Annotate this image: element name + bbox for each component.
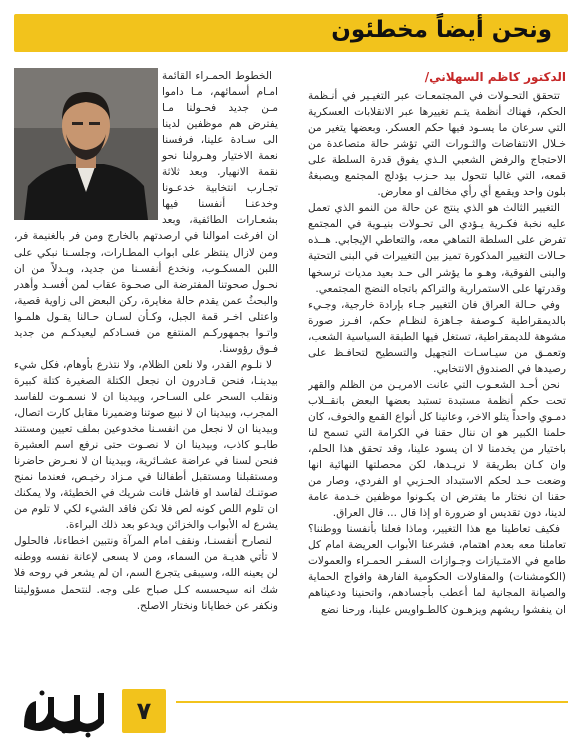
- paragraph: الخطوط الحمـراء القائمة امـام أسمائهم، مـا داموا مـن جديد فحـولنا مـا يفترض هم موظفين لدينا الى سـادة علينا، فرفسنا نعمة الاختيار وهـرولنا نحو نقمة الانهيار. وبعد ثلاثة تجـارب انتخابية خدعـونا وخدعنـا أنفسنا فيها بشعـارات الطائفية، وبعد ان افرغت اموالنا في ارصدتهم بالخارج ومن فر بالغنيمة فر، ومن لازال ينتظر على ابواب المطـارات، وجلسـنا نبكي على اللبن المسكـوب، ونخدع أنفسـنا من جديد، وبـدلاً من ان نحـول صحوتنا المفترضة الى صحـوة عقاب لمن أفسـد وأهدر والبحثُ عمن يقدم حالة مغايرة، ركن البعض الى زاوية قصية، واعتلى اخـر قمة الجبل، وكـأن لسـان حـالنا يقـول هلمـوا واتـوا بجمهوركـم المنتفع من فسـادكم ليعيدكـم من جديد فـوق رؤوسنا.: [14, 70, 278, 355]
- paragraph: وفي حـالة العراق فان التغيير جـاء بإرادة خارجية، وجـيء بالديمقراطية كـوصفة جـاهزة لنظـام حكم، افـرز صورة مشوهة للديمقراطية، تستغل فيها الطبقة السياسية الشعب، وتعمـق من سيـاسـات التجهيل والتسطيح لتحافـظ على رصيدها في الصندوق الانتخابي.: [308, 298, 566, 375]
- page-number: ٧: [122, 689, 166, 733]
- author-byline: الدكتور كاظم السهلاني/: [424, 70, 566, 84]
- paragraph: لنصارح أنفسنـا، ونقف امام المرآة ونتبين اخطاءنا، فالحلول لا تأتي هديـة من السماء، ومن لا يسعى لإعانة نفسه ووطنه لن يعينه الله، وسيبقى يتجرع السم، ان لم يشعر في روحه فلا شك انه سيحسسه كـل صباح على وجه. لنتحمل مسؤوليتنا ونكفر عن خطايانا ونختار الاصلح.: [14, 535, 278, 612]
- author-photo: [14, 68, 158, 220]
- paragraph: لا نلـوم القدر، ولا نلعن الظلام، ولا نتذرع بأوهام، فكل شيء بيدينـا، فنحن قـادرون ان نجعل الكتلة الصغيرة كتلة كبيرة ونقلب السحر على السـاحر، وبيدينا ان لا نسمـوت للفاسد المجرب، وبيدينا ان لا نبيع صوتنا وضميرنا مقابل كارت اتصال، وبيدينا ان لا نجعل من انفسـنا مخدوعين بملف تعيين ومستند طابـو كاذب، وبيدينا ان لا نصـوت حتى نرفع اسم العشيرة فنحن لسنا في عراضة عشـائرية، وبيدينا ان لا نعـرض حاضرنا ومستقبلنا ومستقبل أطفالنا في مـزاد رخيـص، فعندما نمنح صوتنـك لفاسد او فاشل فانت شريك في الخطيئة، ولا يمكنك ان تلوم اللص كونه لص فلا تكن فاقد الشيء لكي لا تلوم من يشرع له الأبواب والخزائن ويدعو بعد ذلك البراءة.: [14, 358, 278, 532]
- paragraph: تتحقق التحـولات في المجتمعـات عبر التغيـير في أنـظمة الحكم، فهناك أنظمة يتـم تغييرها عبر الانقلابات العسكرية التي سرعان ما يسـود فيها حكم العسكر. وبعضها يتغير من خـلال الانتفاضات والثـورات التي تؤشر حالة متصاعدة من الاحتجاج والرفض الشعبي الـذي يفوق قدرة السلطة على قمعه، التي غالبا تتحول بيد حـزب يؤدلج المجتمع ويصبغهُ بلون واحد ويقمع أي رأي مخالف او معارض.: [308, 90, 566, 199]
- title-bar: [14, 14, 568, 52]
- paragraph: التغيير الثالث هو الذي ينتج عن حالة من النمو الذي تعمل عليه نخبة فكـرية يـؤدي الى تحـولات بنيـوية في المجتمع تفرض على السلطة التماهي معه، والتعاطي الإيجابي. هــذه حـالات التغيير المذكورة تميز بين التغييرات في البنى التحتية والبنى الفوقية، وهـو ما يؤشر الى حـد بعيد مديات ترسخها وقدرتها على الاستمرارية والتراكم باتجاه النضج المجتمعي.: [308, 202, 566, 295]
- article-right-column: [308, 68, 566, 688]
- author-portrait-icon: [14, 68, 158, 220]
- footer-divider: [176, 701, 568, 703]
- paragraph: فكيف تعاطينا مع هذا التغيير، وماذا فعلنا بأنفسنا ووطننا؟ تعاملنا معه بعدم اهتمام، فشرعنا الأبواب العريضة امام كل طامع في الامتـيازات وجـوازات السفـر الحمـراء والعمولات (الكومشنات) والمقاولات الحكومية الفارهة وافواج الحماية والصيانة المجانية لما أعطب بأجسادهم، واتحنينا ودعيناهم ان ينفشوا ريشهم ويزهـون كالطـواويس علينا، ورحنا نضع: [308, 523, 566, 616]
- article-left-column: [14, 68, 278, 688]
- page-title: ونحن أيضاً مخطئون: [331, 17, 552, 43]
- magazine-logo-icon: [14, 683, 114, 741]
- paragraph: نحن أحـد الشعـوب التي عانت الامريـن من الظلم والقهر تحت حكم أنظمة مستبدة تستبد بعضها البعض بانقــلاب دمـوي واحداً يتلو الاخر، وعانينا كل أنواع القمع والخوف، كان حلمنا الكبير هو ان ننال حقنا في الكرامة التي تسمح لنا باختيار من يخدمنا لا ان يسود علينا، وقد تحقق هذا الحلم، وان كـان بطريقة لا نريـدها، لكن محصلتها النهائية انها وضعت حـد لحكم الاستبداد الحـزبي او الفردي، وصار من حقنا ان نختار ما يفترض ان يكـونوا موظفين خـدمة عامة لدينا، دون تقديس او ضرورة او إذا قال ... قال العراق.: [308, 378, 566, 520]
